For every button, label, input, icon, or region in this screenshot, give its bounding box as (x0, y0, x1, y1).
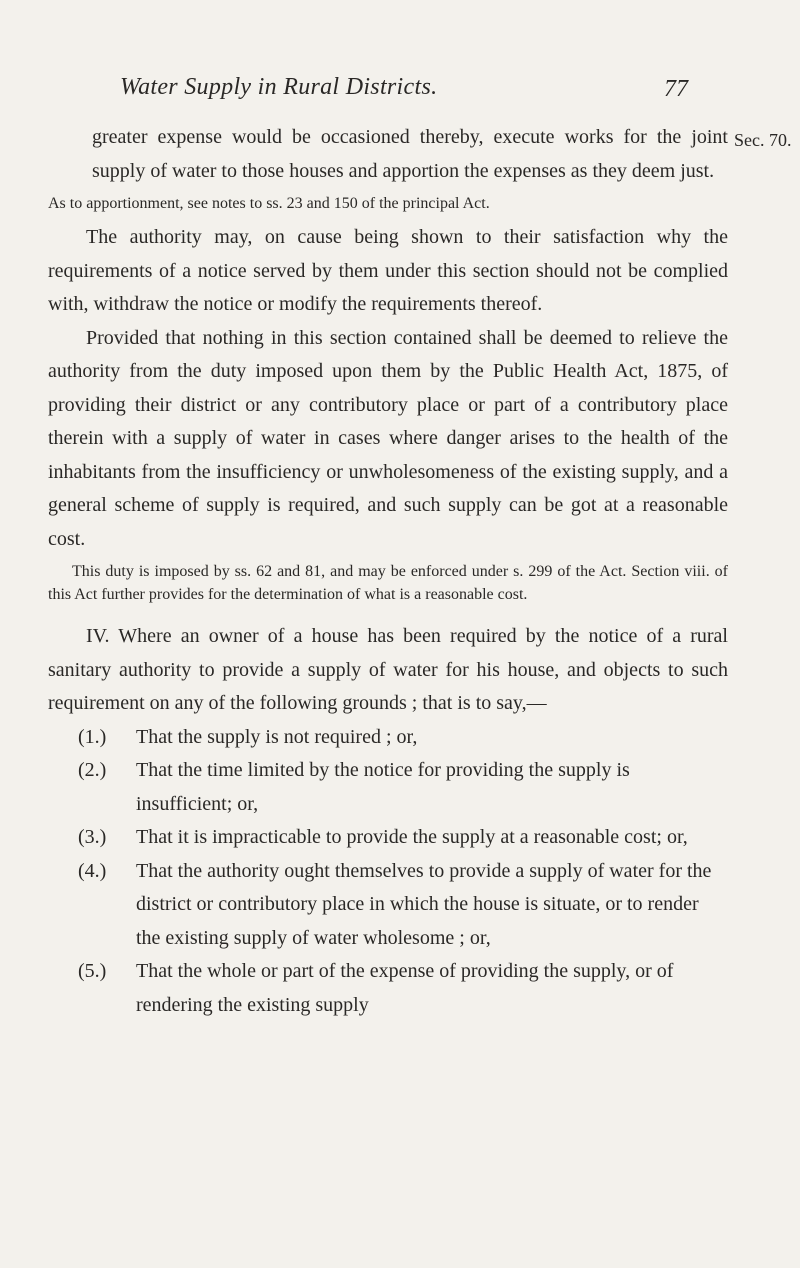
ground-number: (2.) (78, 759, 107, 781)
ground-number: (3.) (78, 826, 107, 848)
body-text (48, 121, 728, 1022)
spacer (48, 612, 728, 620)
ground-item (48, 855, 728, 956)
ground-item (48, 721, 728, 755)
section-margin-note: Sec. 70. (734, 130, 792, 150)
ground-number: (4.) (78, 859, 107, 882)
paragraph-continuation: greater expense would be occasioned thereby, execute works for the joint supply of water to those houses and apportion the expenses as they deem just. (92, 126, 728, 182)
ground-text: That the whole or part of the expense of providing the supply, or of rendering the existing supply (136, 960, 674, 1016)
ground-text: That it is impracticable to provide the supply at a reasonable cost; or, (136, 826, 688, 848)
footnote-apportionment: As to apportionment, see notes to ss. 23 and 150 of the principal Act. (48, 195, 490, 212)
ground-item (48, 821, 728, 855)
paragraph-section-iv: IV. Where an owner of a house has been required by the notice of a rural sanitary authority to provide a supply of water for his house, and objects to such requirement on any of the following grounds ; that is to say,— (48, 625, 728, 714)
paragraph-withdraw-notice: The authority may, on cause being shown to their satisfaction why the requirements of a notice served by them under this section should not be complied with, withdraw the notice or modify the requirements thereof. (48, 226, 728, 315)
running-head (120, 74, 720, 114)
page-number: 77 (664, 76, 688, 102)
ground-text: That the authority ought themselves to provide a supply of water for the district or contributory place in which the house is situate, or to render the existing supply of water wholesome ; or, (136, 859, 712, 949)
running-title: Water Supply in Rural Districts. (120, 74, 438, 100)
ground-item (48, 955, 728, 1022)
ground-number: (1.) (78, 725, 107, 748)
ground-text: That the supply is not required ; or, (136, 725, 418, 748)
footnote-duty: This duty is imposed by ss. 62 and 81, and may be enforced under s. 299 of the Act. Section viii. of this Act further provides for the determination of what is a reasonable cost. (48, 563, 728, 603)
ground-number: (5.) (78, 960, 107, 982)
paragraph-proviso: Provided that nothing in this section contained shall be deemed to relieve the authority from the duty imposed upon them by the Public Health Act, 1875, of providing their district or any contributory place or part of a contributory place therein with a supply of water in cases where danger arises to the health of the inhabitants from the insufficiency or unwholesomeness of the existing supply, and a general scheme of supply is required, and such supply can be got at a reasonable cost. (48, 326, 728, 550)
ground-item (48, 754, 728, 821)
ground-text: That the time limited by the notice for providing the supply is insufficient; or, (136, 759, 630, 815)
